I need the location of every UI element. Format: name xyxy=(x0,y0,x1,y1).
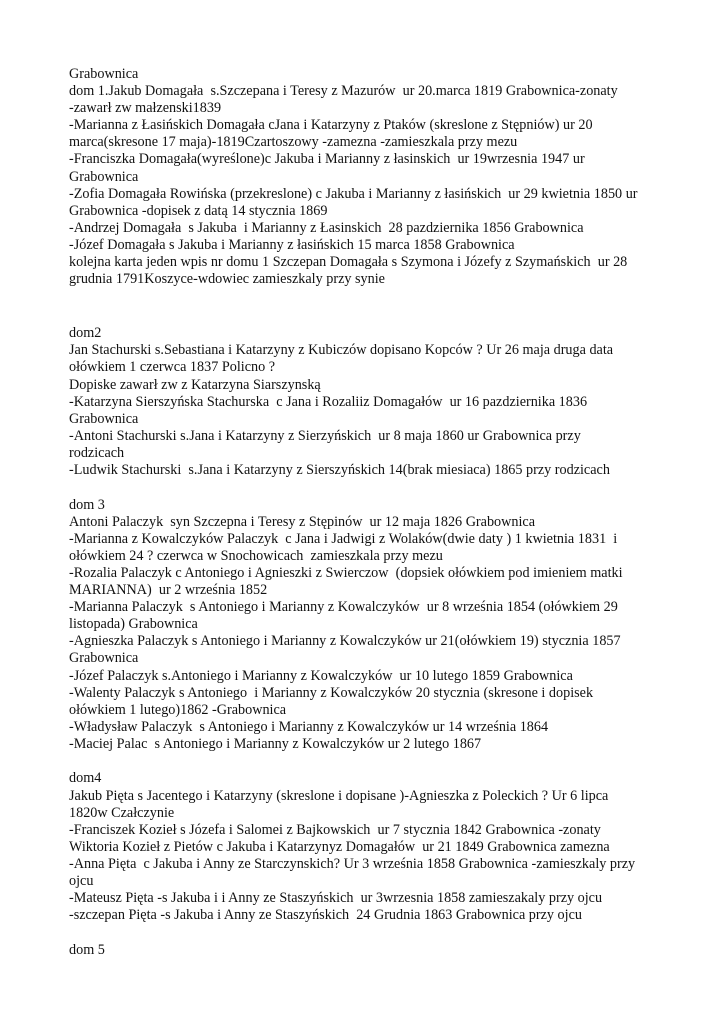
entry-line: -Franciszka Domagała(wyreślone)c Jakuba i Marianny z łasinskich ur 19wrzesnia 1947 ur xyxy=(69,151,585,168)
document-page xyxy=(69,66,709,959)
entry-line: ojcu xyxy=(69,873,94,890)
entry-line: marca(skresone 17 maja)-1819Czartoszowy -zamezna -zamieszkala przy mezu xyxy=(69,134,518,151)
section-spacer xyxy=(69,479,709,497)
entry-line: -Zofia Domagała Rowińska (przekreslone) c Jakuba i Marianny z łasińskich ur 29 kwietnia 1850 ur xyxy=(69,185,638,202)
entry-line: kolejna karta jeden wpis nr domu 1 Szczepan Domagała s Szymona i Józefy z Szymańskich ur 28 xyxy=(69,254,628,271)
section-spacer xyxy=(69,924,709,942)
section-spacer xyxy=(69,288,709,325)
entry-line: -Ludwik Stachurski s.Jana i Katarzyny z Sierszyńskich 14(brak miesiaca) 1865 przy rodzicach xyxy=(69,461,610,478)
entry-line: -Marianna Palaczyk s Antoniego i Marianny z Kowalczyków ur 8 września 1854 (ołówkiem 29 xyxy=(69,599,618,616)
entry-line: ołówkiem 24 ? czerwca w Snochowicach zamieszkala przy mezu xyxy=(69,547,443,564)
entry-line: -Rozalia Palaczyk c Antoniego i Agnieszki z Swierczow (dopsiek ołówkiem pod imieniem matki xyxy=(69,564,623,581)
entry-line: Grabownica xyxy=(69,650,139,667)
section-spacer xyxy=(69,753,709,771)
entry-line: rodzicach xyxy=(69,444,125,461)
entry-line: -Władysław Palaczyk s Antoniego i Marianny z Kowalczyków ur 14 września 1864 xyxy=(69,718,549,735)
section-dom-3 xyxy=(69,497,709,753)
entry-line: 1820w Czałczynie xyxy=(69,804,175,821)
entry-line: -Józef Palaczyk s.Antoniego i Marianny z Kowalczyków ur 10 lutego 1859 Grabownica xyxy=(69,667,573,684)
entry-line: -Andrzej Domagała s Jakuba i Marianny z Łasinskich 28 pazdziernika 1856 Grabownica xyxy=(69,219,584,236)
entry-line: ołówkiem 1 lutego)1862 -Grabownica xyxy=(69,701,287,718)
house-heading: dom2 xyxy=(69,325,102,342)
entry-line: Antoni Palaczyk syn Szczepna i Teresy z Stępinów ur 12 maja 1826 Grabownica xyxy=(69,513,536,530)
entry-line: -Katarzyna Sierszyńska Stachurska c Jana i Rozaliiz Domagałów ur 16 pazdziernika 1836 xyxy=(69,393,588,410)
entry-line: Dopiske zawarł zw z Katarzyna Siarszynską xyxy=(69,376,321,393)
entry-line: -Franciszek Kozieł s Józefa i Salomei z Bajkowskich ur 7 stycznia 1842 Grabownica -zonaty xyxy=(69,821,601,838)
entry-line: Jan Stachurski s.Sebastiana i Katarzyny z Kubiczów dopisano Kopców ? Ur 26 maja druga data xyxy=(69,342,614,359)
entry-line: -Anna Pięta c Jakuba i Anny ze Starczynskich? Ur 3 września 1858 Grabownica -zamieszkaly przy xyxy=(69,855,636,872)
entry-line: dom 1.Jakub Domagała s.Szczepana i Teresy z Mazurów ur 20.marca 1819 Grabownica-zonaty xyxy=(69,83,618,100)
entry-line: -Mateusz Pięta -s Jakuba i i Anny ze Staszyńskich ur 3wrzesnia 1858 zamieszakaly przy ojcu xyxy=(69,890,603,907)
section-dom-1 xyxy=(69,66,709,288)
entry-line: -Marianna z Łasińskich Domagała cJana i Katarzyny z Ptaków (skreslone z Stępniów) ur 20 xyxy=(69,117,593,134)
house-heading: dom 3 xyxy=(69,496,105,513)
entry-line: -Maciej Palac s Antoniego i Marianny z Kowalczyków ur 2 lutego 1867 xyxy=(69,735,482,752)
house-heading: dom4 xyxy=(69,770,102,787)
section-dom-4 xyxy=(69,770,709,924)
entry-line: -Marianna z Kowalczyków Palaczyk c Jana i Jadwigi z Wolaków(dwie daty ) 1 kwietnia 1831 i xyxy=(69,530,618,547)
entry-line: -Walenty Palaczyk s Antoniego i Marianny z Kowalczyków 20 stycznia (skresone i dopisek xyxy=(69,684,594,701)
entry-line: -Antoni Stachurski s.Jana i Katarzyny z Sierzyńskich ur 8 maja 1860 ur Grabownica przy xyxy=(69,427,581,444)
section-dom-2 xyxy=(69,325,709,479)
entry-line: Wiktoria Kozieł z Pietów c Jakuba i Katarzynyz Domagałów ur 21 1849 Grabownica zamezna xyxy=(69,838,610,855)
entry-line: grudnia 1791Koszyce-wdowiec zamieszkaly przy synie xyxy=(69,271,385,288)
entry-line: -Józef Domagała s Jakuba i Marianny z łasińskich 15 marca 1858 Grabownica xyxy=(69,236,515,253)
entry-line: Grabownica xyxy=(69,168,139,185)
village-heading: Grabownica xyxy=(69,66,139,82)
section-dom-5 xyxy=(69,942,709,959)
entry-line: MARIANNA) ur 2 września 1852 xyxy=(69,582,268,599)
entry-line: Grabownica -dopisek z datą 14 stycznia 1869 xyxy=(69,202,328,219)
house-heading: dom 5 xyxy=(69,941,105,958)
entry-line: Grabownica xyxy=(69,410,139,427)
entry-line: listopada) Grabownica xyxy=(69,616,198,633)
entry-line: -zawarł zw małzenski1839 xyxy=(69,100,222,117)
entry-line: -Agnieszka Palaczyk s Antoniego i Marianny z Kowalczyków ur 21(ołówkiem 19) stycznia 1857 xyxy=(69,633,621,650)
entry-line: ołówkiem 1 czerwca 1837 Policno ? xyxy=(69,359,276,376)
entry-line: Jakub Pięta s Jacentego i Katarzyny (skreslone i dopisane )-Agnieszka z Poleckich ? Ur 6 lipca xyxy=(69,787,609,804)
entry-line: -szczepan Pięta -s Jakuba i Anny ze Staszyńskich 24 Grudnia 1863 Grabownica przy ojcu xyxy=(69,907,582,924)
